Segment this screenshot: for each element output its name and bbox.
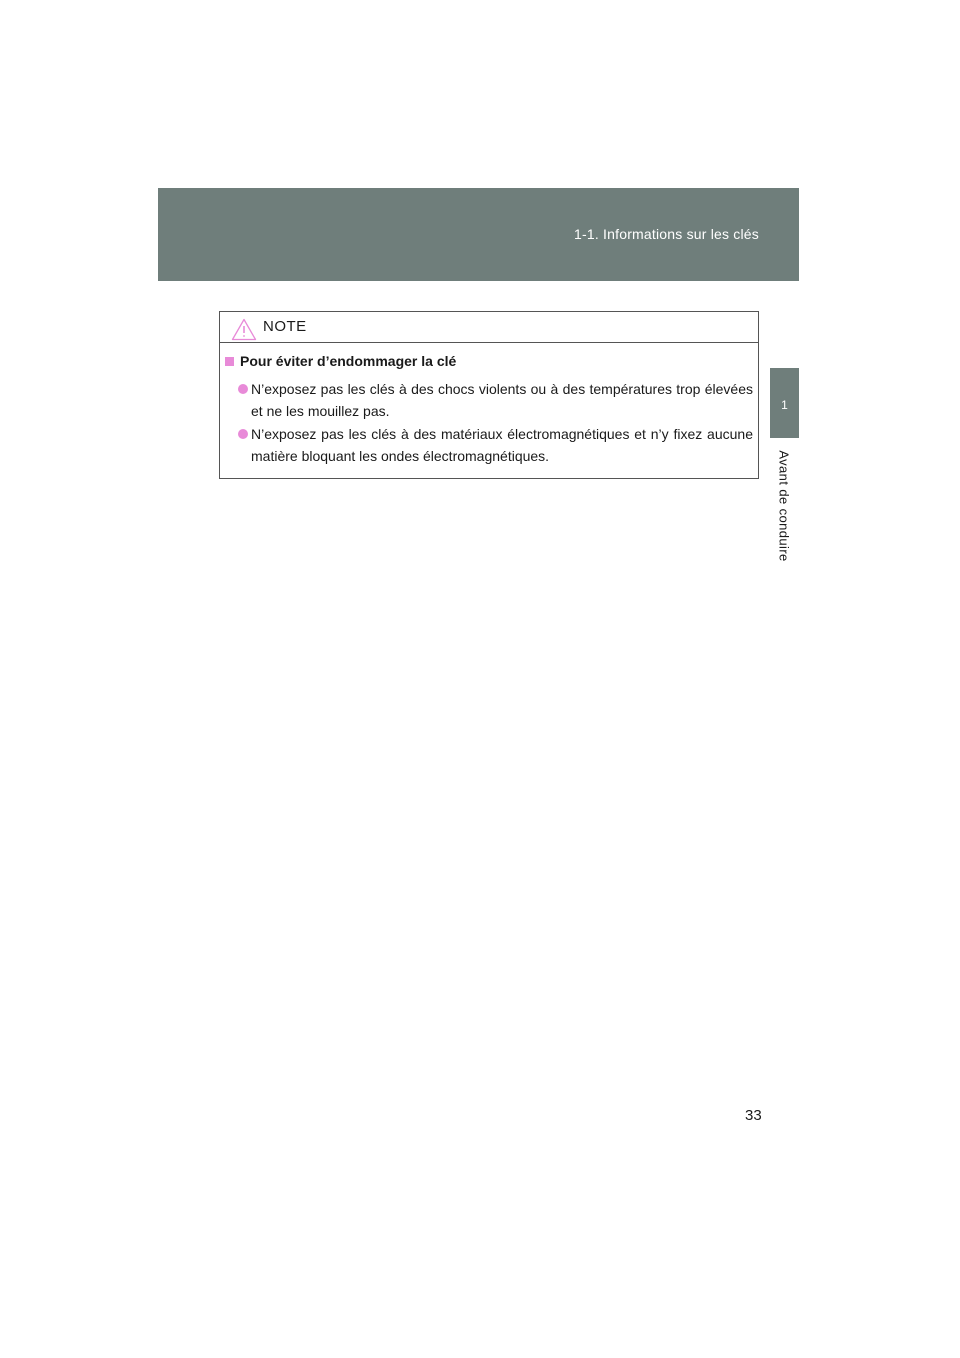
round-bullet-icon [238, 429, 248, 439]
warning-icon [231, 318, 257, 341]
note-header [220, 312, 758, 343]
list-item [238, 423, 753, 467]
note-heading [225, 353, 456, 369]
list-item-text: N’exposez pas les clés à des matériaux électromagnétiques et n’y fixez aucune matière bloquant les ondes électromagnétiques. [251, 426, 753, 464]
round-bullet-icon [238, 384, 248, 394]
note-heading-text: Pour éviter d’endommager la clé [240, 353, 457, 369]
list-item [238, 378, 753, 422]
chapter-tab [770, 368, 799, 438]
header-band [158, 188, 799, 281]
section-title: 1-1. Informations sur les clés [574, 226, 759, 242]
chapter-label: Avant de conduire [776, 450, 792, 562]
note-title: NOTE [263, 318, 307, 335]
page-number: 33 [745, 1107, 762, 1124]
note-box [219, 311, 759, 479]
square-bullet-icon [225, 357, 234, 366]
chapter-number: 1 [781, 398, 788, 412]
list-item-text: N’exposez pas les clés à des chocs violents ou à des températures trop élevées et ne les mouillez pas. [251, 381, 753, 419]
